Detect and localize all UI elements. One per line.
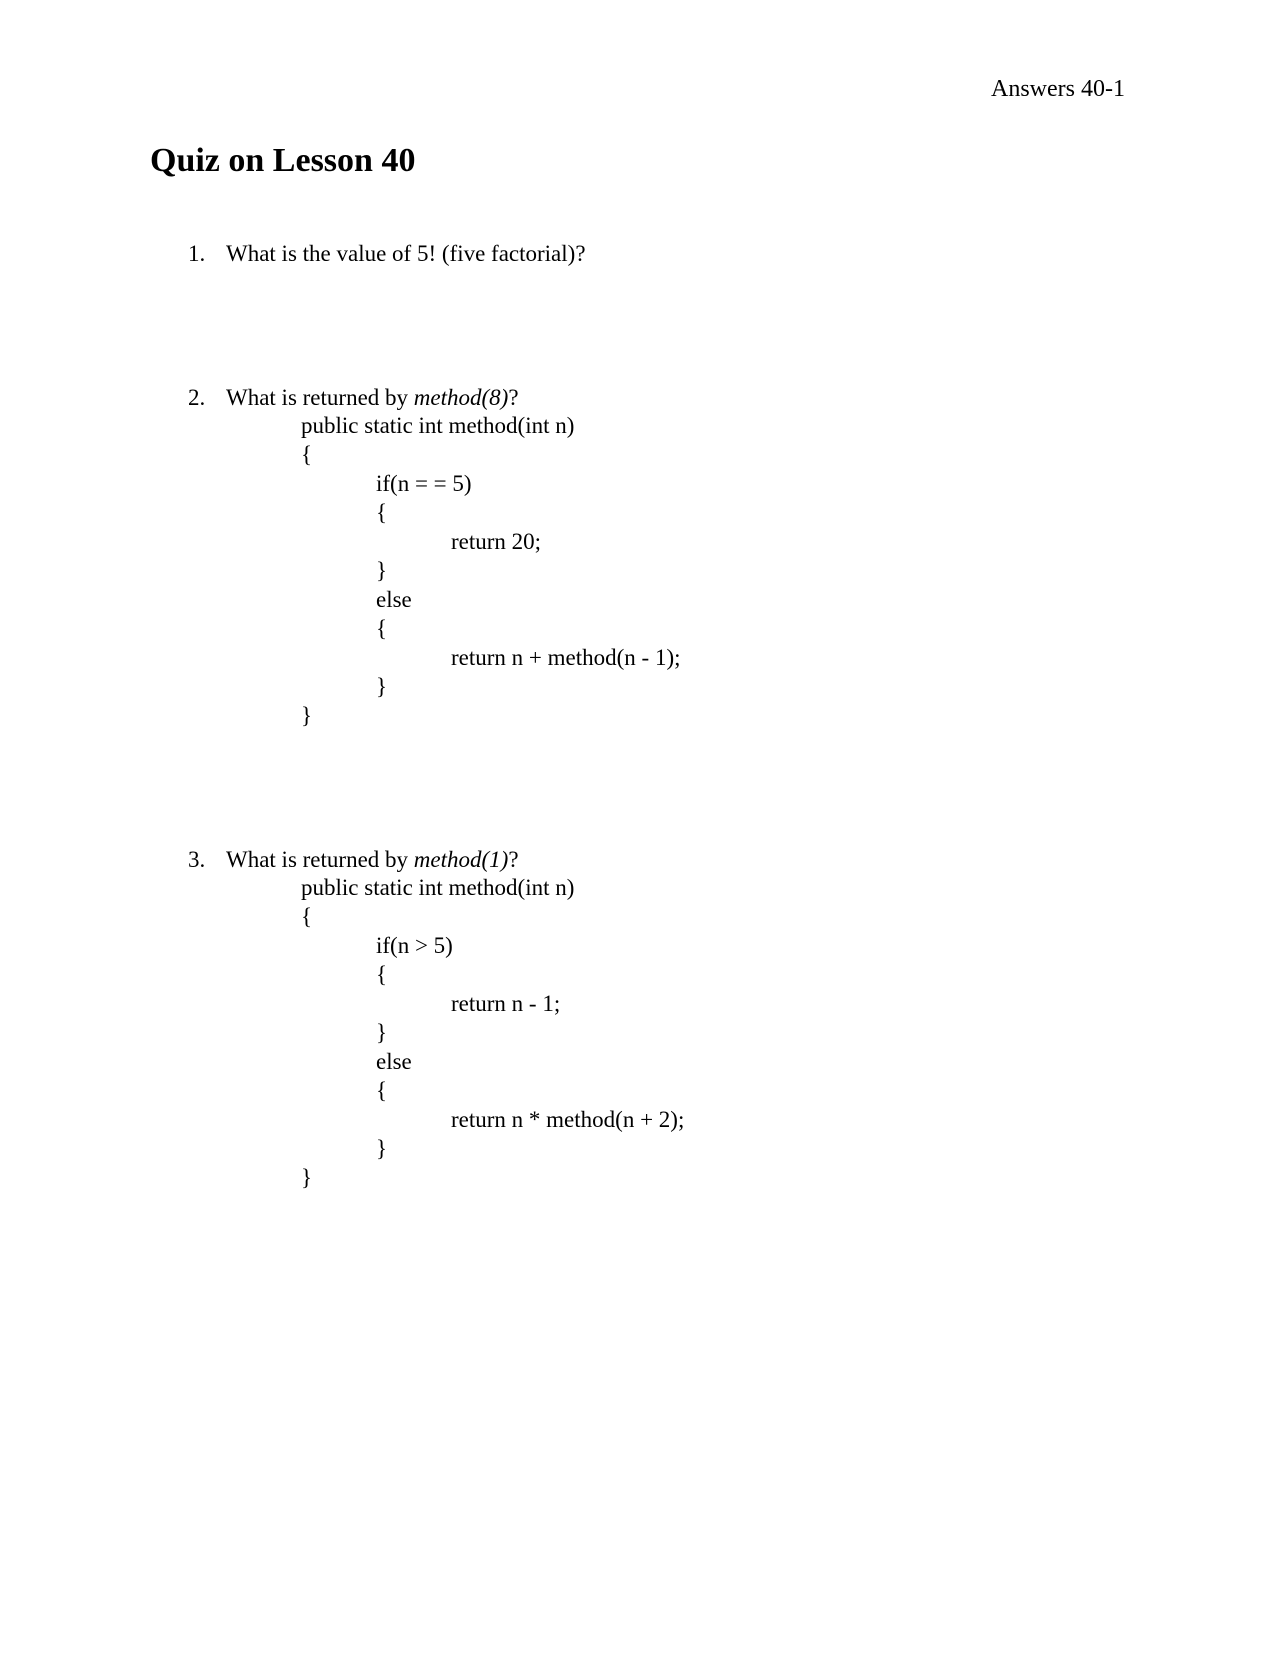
q2-code-line-11: }: [301, 703, 313, 728]
q2-code-line-8: {: [376, 616, 388, 641]
q2-code-line-3: if(n = = 5): [376, 471, 472, 496]
q3-code-line-2: {: [301, 904, 313, 929]
q2-code-line-7: else: [376, 587, 412, 612]
q3-code-line-5: return n - 1;: [451, 991, 561, 1016]
question-1-text: What is the value of 5! (five factorial)?: [226, 241, 586, 266]
question-2-suffix: ?: [508, 385, 519, 410]
q2-code-line-2: {: [301, 442, 313, 467]
question-2-number: 2.: [188, 385, 206, 410]
q2-code-line-6: }: [376, 558, 388, 583]
q2-code-line-9: return n + method(n - 1);: [451, 645, 681, 670]
q3-code-line-8: {: [376, 1078, 388, 1103]
q3-code-line-11: }: [301, 1165, 313, 1190]
question-2-prefix: What is returned by: [226, 385, 414, 410]
q3-code-line-1: public static int method(int n): [301, 875, 575, 900]
question-3-number: 3.: [188, 847, 206, 872]
question-2-text: [226, 386, 519, 409]
page-title: Quiz on Lesson 40: [150, 142, 416, 179]
question-3-suffix: ?: [508, 847, 519, 872]
q2-code-line-4: {: [376, 500, 388, 525]
q2-code-line-1: public static int method(int n): [301, 413, 575, 438]
q3-code-line-6: }: [376, 1020, 388, 1045]
question-1-number: 1.: [188, 241, 206, 266]
q3-code-line-4: {: [376, 962, 388, 987]
question-3-text: [226, 848, 519, 871]
q2-code-line-10: }: [376, 674, 388, 699]
question-3-call: method(1): [413, 847, 509, 872]
q3-code-line-3: if(n > 5): [376, 933, 453, 958]
q2-code-line-5: return 20;: [451, 529, 542, 554]
q3-code-line-10: }: [376, 1136, 388, 1161]
q3-code-line-9: return n * method(n + 2);: [451, 1107, 685, 1132]
question-2-call: method(8): [413, 385, 509, 410]
question-3-prefix: What is returned by: [226, 847, 414, 872]
page-label: Answers 40-1: [991, 76, 1125, 102]
q3-code-line-7: else: [376, 1049, 412, 1074]
